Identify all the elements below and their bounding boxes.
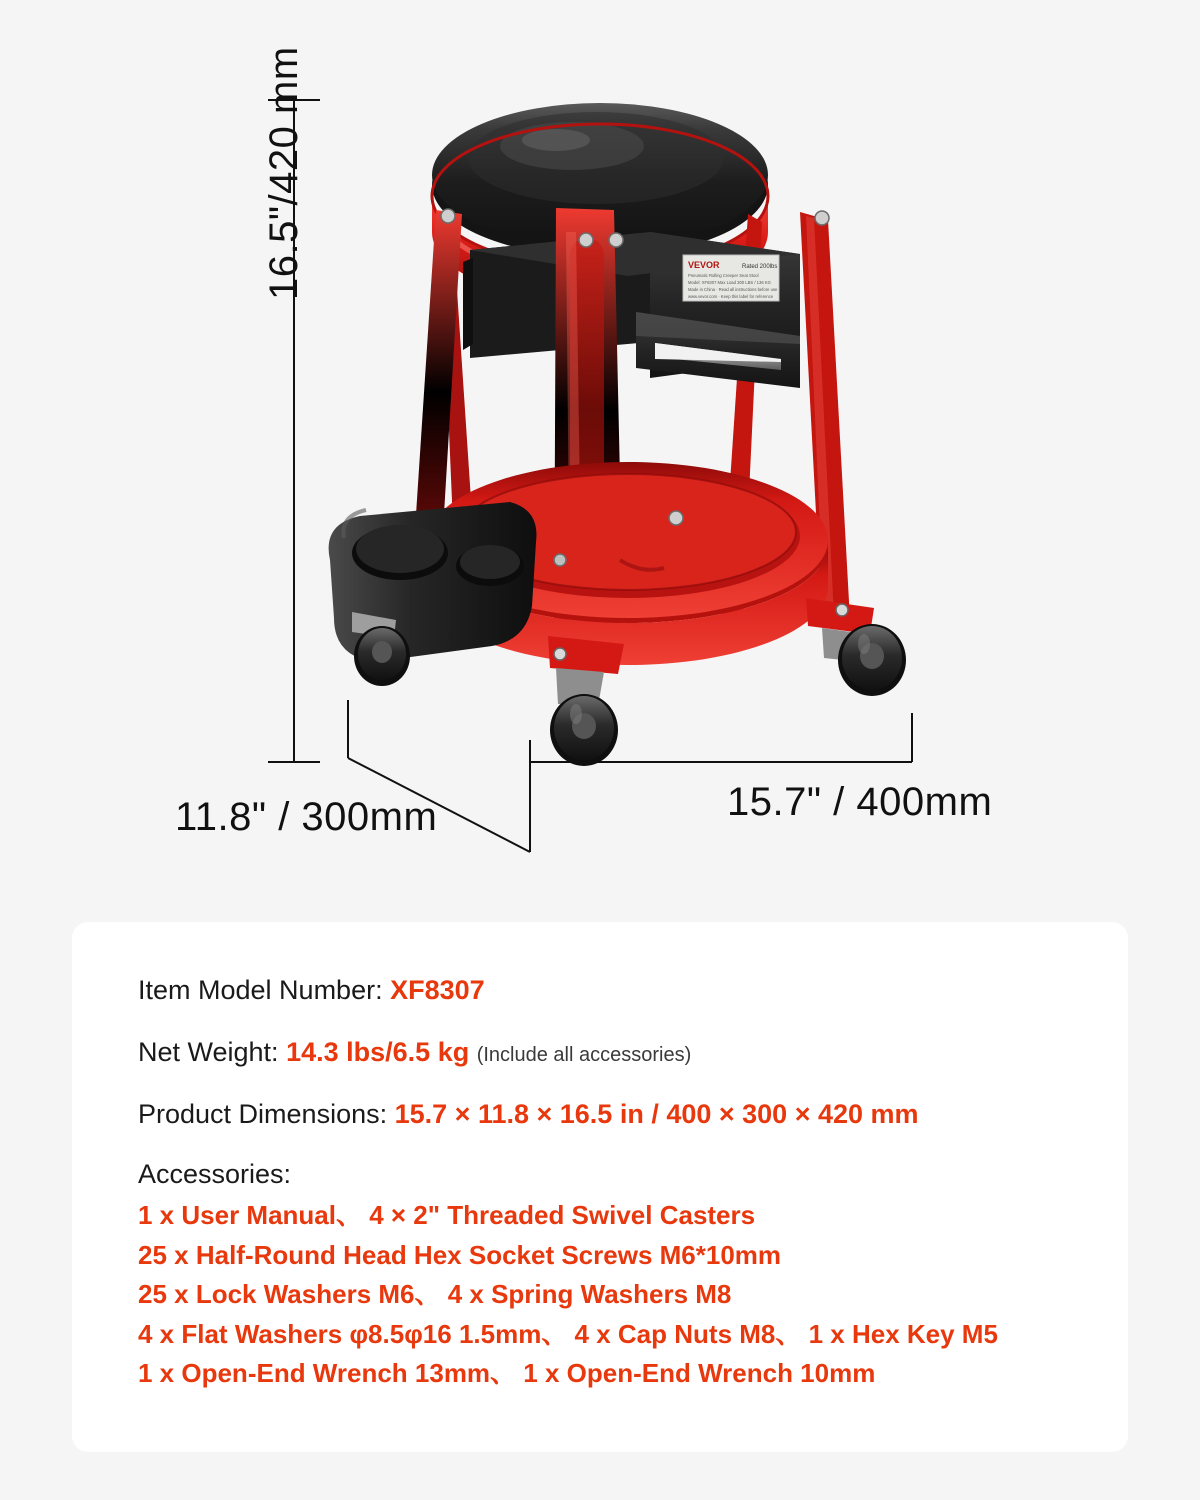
list-item: 1 x Open-End Wrench 13mm、 1 x Open-End Wrench 10mm (138, 1358, 876, 1389)
dimension-depth-label: 11.8" / 300mm (175, 795, 438, 839)
model-row (138, 974, 1128, 1008)
weight-label: Net Weight: (138, 1036, 279, 1067)
svg-text:Model: XF8307 Max Load 300 L: Model: XF8307 Max Load 300 LBS / 136 KG (688, 280, 771, 285)
svg-text:www.vevor.com · Keep this la: www.vevor.com · Keep this label for reference (688, 294, 774, 299)
accessories-label: Accessories: (138, 1159, 292, 1190)
list-item: 1 x User Manual、 4 × 2" Threaded Swivel Casters (138, 1200, 756, 1231)
list-item: 4 x Flat Washers φ8.5φ16 1.5mm、 4 x Cap Nuts M8、 1 x Hex Key M5 (138, 1318, 998, 1349)
model-label: Item Model Number: (138, 975, 383, 1005)
dimensions-row (138, 1098, 1128, 1132)
dimensions-label: Product Dimensions: (138, 1098, 388, 1129)
stool-graphic (329, 103, 906, 766)
svg-text:Pneumatic Rolling Creeper Seat: Pneumatic Rolling Creeper Seat Stool (688, 273, 759, 278)
svg-text:Made in China · Read all ins: Made in China · Read all instructions before use (688, 287, 778, 292)
weight-note: (Include all accessories) (476, 1043, 692, 1066)
caster-front (548, 636, 624, 766)
model-value: XF8307 (390, 975, 485, 1005)
dimension-width-label: 15.7" / 400mm (727, 780, 993, 824)
weight-row (138, 1036, 1128, 1070)
dimensions-value: 15.7 × 11.8 × 16.5 in / 400 × 300 × 420 mm (394, 1098, 919, 1129)
list-item: 25 x Lock Washers M6、 4 x Spring Washers M8 (138, 1279, 732, 1310)
specification-card (72, 922, 1128, 1452)
svg-text:VEVOR: VEVOR (688, 260, 720, 270)
weight-value: 14.3 lbs/6.5 kg (286, 1036, 470, 1067)
dimension-height-label: 16.5"/420 mm (262, 46, 306, 300)
accessories-list (138, 1196, 1128, 1394)
svg-text:Rated 200lbs: Rated 200lbs (742, 264, 778, 270)
caster-right (806, 598, 906, 696)
list-item: 25 x Half-Round Head Hex Socket Screws M6*10mm (138, 1239, 782, 1270)
